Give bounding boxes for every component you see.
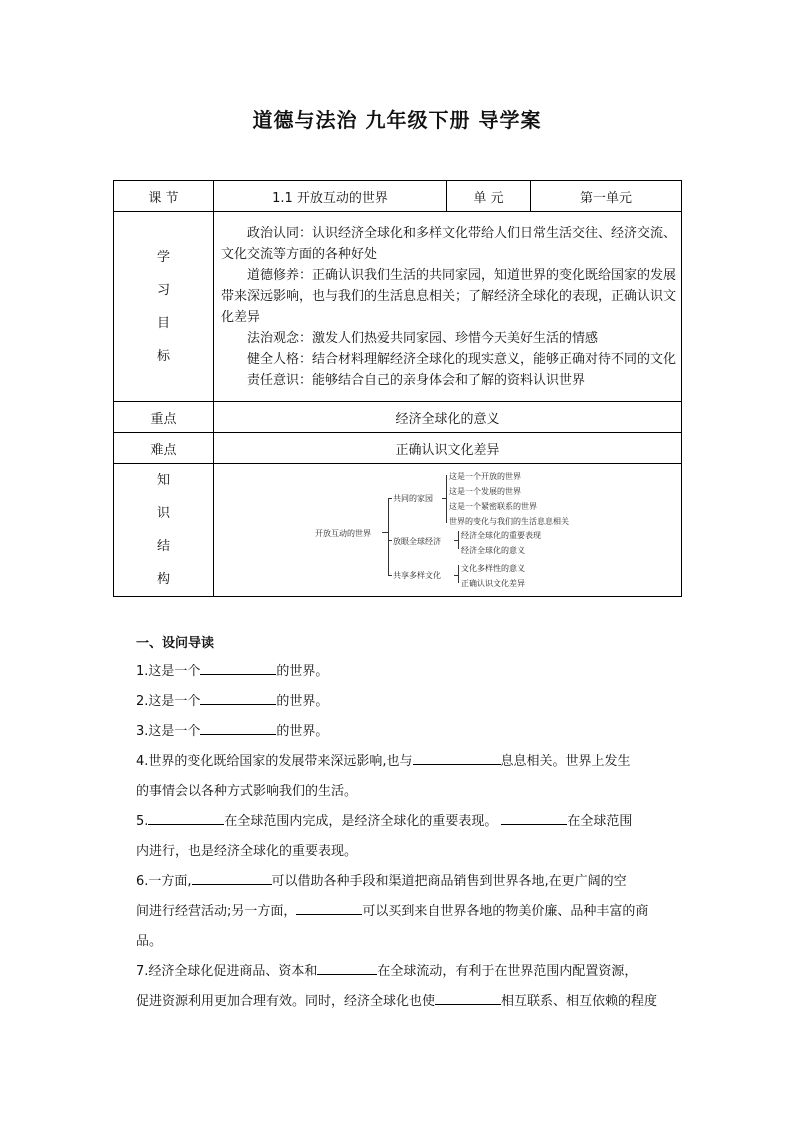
question-7: 7.经济全球化促进商品、资本和 在全球流动，有利于在世界范围内配置资源， 促进资源利用更加合理有效。同时，经济全球化也使 相互联系、相互依赖的程度 [136,957,680,1017]
map-leaf: 经济全球化的意义 [461,546,525,555]
blank-input[interactable] [148,810,224,825]
map-branch: 共同的家园 [393,494,433,503]
lesson-row [114,181,682,212]
goals-content [214,212,682,402]
question-2: 2.这是一个 的世界。 [136,687,680,717]
question-4: 4.世界的变化既给国家的发展带来深远影响,也与 息息相关。世界上发生 的事情会以各种方式影响我们的生活。 [136,747,680,807]
knowledge-map-cell [214,464,682,597]
blank-input[interactable] [200,660,276,675]
blank-input[interactable] [413,750,501,765]
key-point-value: 经济全球化的意义 [214,402,682,433]
blank-input[interactable] [501,810,567,825]
guided-reading-section [136,622,680,1017]
goals-row [114,212,682,402]
unit-value: 第一单元 [531,181,682,212]
lesson-value: 1.1 开放互动的世界 [214,181,447,212]
map-root: 开放互动的世界 [315,529,371,538]
question-1: 1.这是一个 的世界。 [136,657,680,687]
section-heading: 一、设问导读 [136,636,215,651]
blank-input[interactable] [200,720,276,735]
goals-label: 学 习 目 标 [114,212,214,402]
map-leaf: 经济全球化的重要表现 [461,531,541,540]
difficult-point-row [114,433,682,464]
structure-label: 知 识 结 构 [114,464,214,597]
blank-input[interactable] [192,870,272,885]
question-5: 5. 在全球范围内完成，是经济全球化的重要表现。 在全球范围 内进行，也是经济全球化的重要表现。 [136,807,680,867]
key-point-row [114,402,682,433]
map-leaf: 这是一个紧密联系的世界 [449,502,537,511]
blank-input[interactable] [200,690,276,705]
lesson-label: 课 节 [114,181,214,212]
difficult-point-label: 难点 [114,433,214,464]
map-leaf: 文化多样性的意义 [461,564,525,573]
map-leaf: 正确认识文化差异 [461,579,525,588]
unit-label: 单 元 [447,181,531,212]
goal-item: 健全人格：结合材料理解经济全球化的现实意义，能够正确对待不同的文化 [247,351,677,367]
question-6: 6.一方面, 可以借助各种手段和渠道把商品销售到世界各地,在更广阔的空 间进行经营活动;另一方面， 可以买到来自世界各地的物美价廉、品种丰富的商 品。 [136,867,680,957]
goal-item: 政治认同：认识经济全球化和多样文化带给人们日常生活交往、经济交流、文化交流等方面的各种好处 [221,225,677,262]
map-leaf: 世界的变化与我们的生活息息相关 [449,517,569,526]
structure-row [114,464,682,597]
goal-item: 法治观念：激发人们热爱共同家园、珍惜今天美好生活的情感 [247,330,599,346]
goal-item: 道德修养：正确认识我们生活的共同家园，知道世界的变化既给国家的发展带来深远影响，也与我们的生活息息相关；了解经济全球化的表现，正确认识文化差异 [221,267,677,325]
page-title: 道德与法治 九年级下册 导学案 [252,108,542,132]
map-branch: 放眼全球经济 [393,537,441,546]
blank-input[interactable] [296,900,362,915]
map-leaf: 这是一个发展的世界 [449,487,521,496]
blank-input[interactable] [317,960,377,975]
goal-item: 责任意识：能够结合自己的亲身体会和了解的资料认识世界 [247,372,586,388]
map-leaf: 这是一个开放的世界 [449,472,521,481]
question-3: 3.这是一个 的世界。 [136,717,680,747]
knowledge-map [214,468,681,592]
blank-input[interactable] [435,990,501,1005]
map-branch: 共享多样文化 [393,571,441,580]
key-point-label: 重点 [114,402,214,433]
difficult-point-value: 正确认识文化差异 [214,433,682,464]
lesson-plan-table [113,180,682,597]
